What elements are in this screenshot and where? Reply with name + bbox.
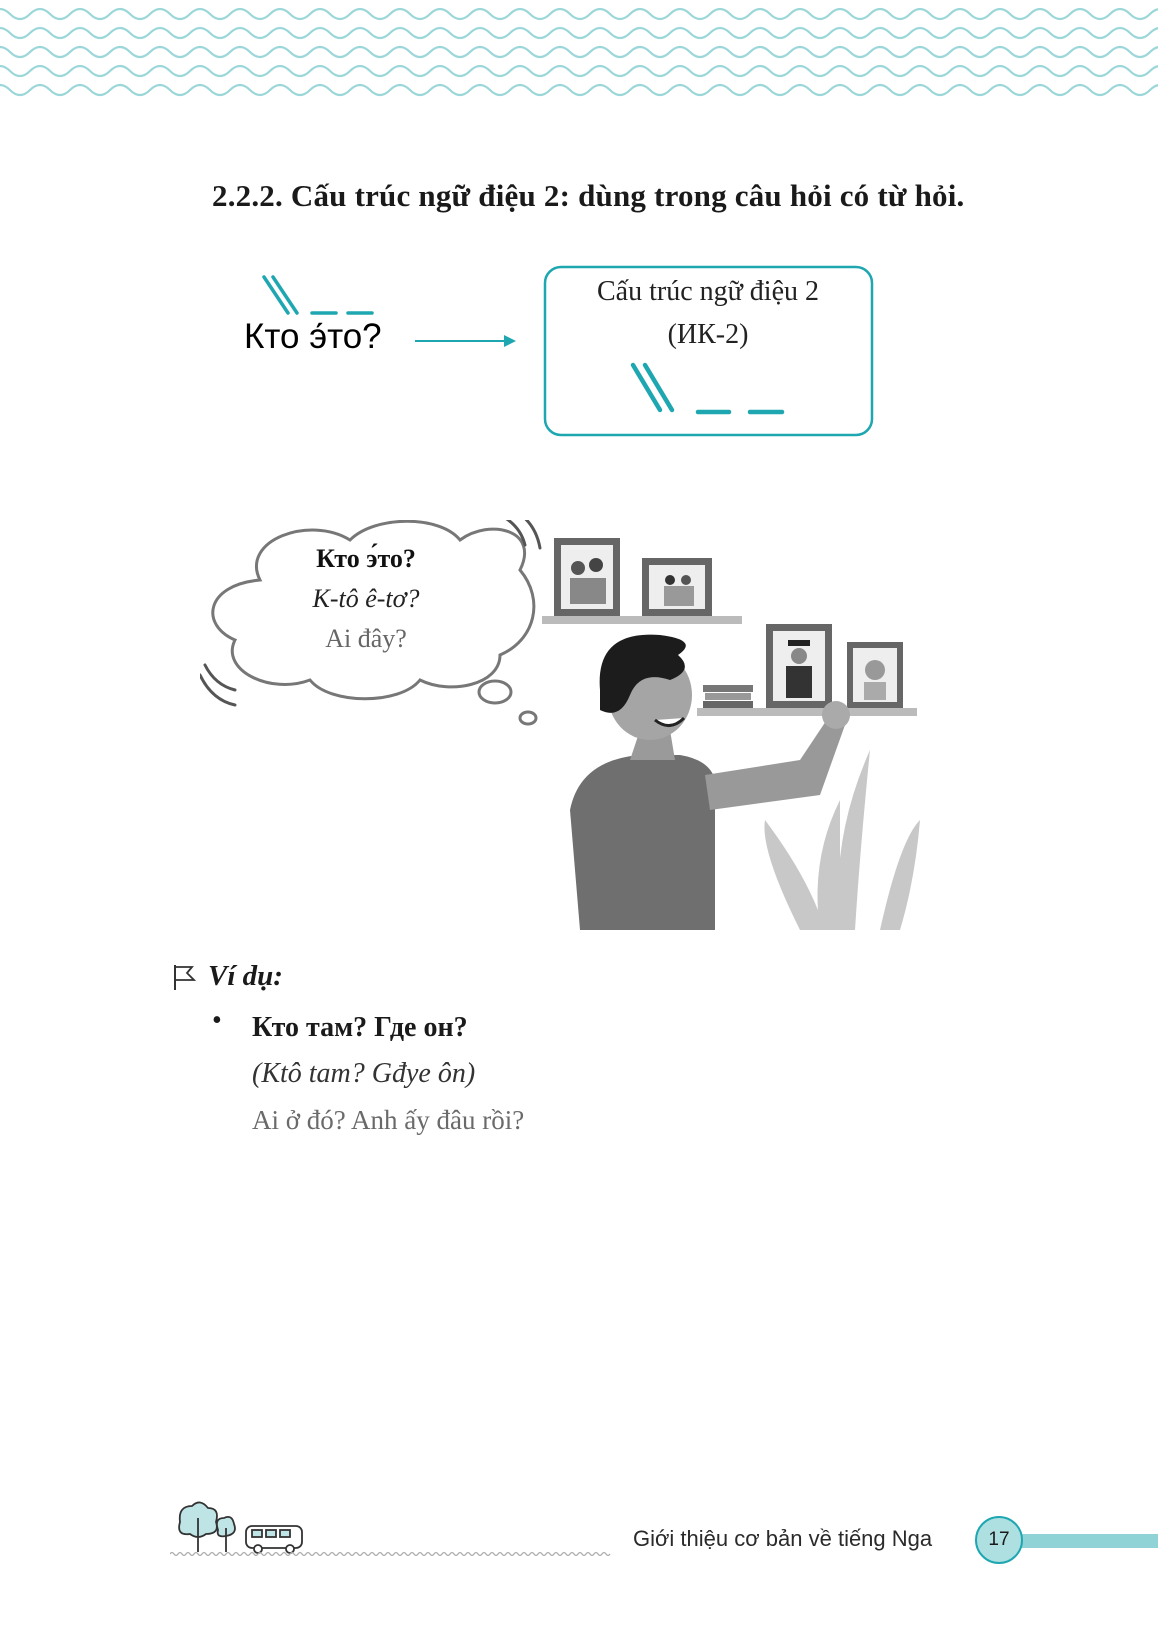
box-tone-marks [633, 365, 782, 412]
illustration [200, 520, 970, 930]
bubble-transcription: K-tô ê-tơ? [312, 584, 420, 613]
page-number: 17 [975, 1516, 1023, 1564]
photo-frame-child [847, 642, 903, 708]
arrow [415, 335, 516, 347]
list-item [210, 1005, 524, 1143]
van-icon [246, 1526, 302, 1553]
wave-line [0, 85, 1158, 95]
example-translation: Ai ở đó? Anh ấy đâu rồi? [252, 1105, 525, 1135]
footer-book-title: Giới thiệu cơ bản về tiếng Nga [633, 1526, 933, 1551]
shelf-top [542, 616, 742, 624]
bubble-russian: Кто э́то? [316, 544, 416, 573]
examples-label-text: Ví dụ: [208, 960, 283, 992]
list-bullet: • [212, 1005, 222, 1036]
wave-line [0, 9, 1158, 19]
box-line-2: (ИК-2) [667, 319, 749, 350]
tree-icon [179, 1502, 235, 1552]
decorative-wave-band [0, 0, 1158, 110]
wave-line [0, 28, 1158, 38]
footer-decoration [170, 1500, 620, 1560]
photo-frame-wedding [642, 558, 712, 616]
shelf-bottom [697, 708, 917, 716]
wave-line [0, 66, 1158, 76]
flag-icon [172, 963, 198, 991]
footer-wave-line [170, 1553, 610, 1556]
photo-frame-graduate [766, 624, 832, 708]
example-transcription: (Ktô tam? Gđye ôn) [252, 1058, 476, 1089]
page-bar [1018, 1534, 1158, 1548]
photo-frame-family [554, 538, 620, 616]
box-line-1: Cấu trúc ngữ điệu 2 [596, 276, 820, 307]
example-russian: Кто там? Где он? [252, 1012, 468, 1043]
bubble-translation: Ai đây? [325, 624, 407, 653]
example-list [210, 1005, 524, 1143]
wave-line [0, 47, 1158, 57]
example-phrase: Кто э́то? [244, 317, 382, 356]
examples-label [172, 960, 283, 993]
intonation-diagram [240, 265, 940, 465]
books [703, 685, 753, 708]
section-title: 2.2.2. Cấu trúc ngữ điệu 2: dùng trong câu hỏi có từ hỏi. [212, 178, 965, 213]
falling-tone-marks [264, 277, 372, 313]
